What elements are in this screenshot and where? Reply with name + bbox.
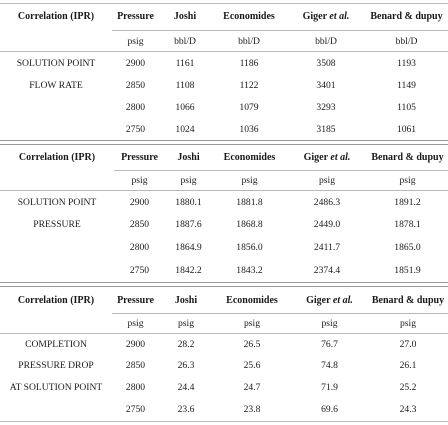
unit-cell: psig [127,35,144,47]
flow-rate-table [0,5,448,28]
cell: 1843.2 [236,264,263,276]
table-row [0,213,448,235]
cell: 1108 [175,79,195,91]
cell: 3293 [316,101,336,113]
row-label [0,398,112,420]
cell: 2750 [125,403,146,415]
cell: 71.9 [321,381,338,393]
unit-cell: bbl/D [174,35,196,47]
cell: 76.7 [321,339,338,350]
unit-cell: psig [400,318,416,329]
header-economides: Economides [223,151,276,163]
cell: 1856.0 [236,241,263,253]
table-row [0,355,448,376]
cell: 1878.1 [394,218,421,230]
cell: 1868.8 [236,218,263,230]
cell: 2374.4 [313,264,341,276]
cell: 1061 [396,123,417,135]
cell: 2750 [129,264,150,276]
row-label: AT SOLUTION POINT [9,381,103,393]
cell: 1024 [175,123,195,135]
cell: 2449.0 [313,218,341,230]
cell: 69.6 [321,403,338,415]
cell: 24.4 [177,381,195,393]
cell: 1851.9 [394,264,421,276]
cell: 1880.1 [175,196,202,208]
row-label [0,259,114,281]
header-giger: Giger et al. [303,151,351,163]
cell: 3401 [316,79,336,91]
units-row [0,31,448,51]
table-row [0,191,448,213]
cell: 2900 [129,196,150,208]
header-giger: Giger et al. [302,11,350,22]
header-correlation: Correlation (IPR) [17,295,95,306]
units-row [0,314,448,333]
cell: 1881.8 [236,196,263,208]
cell: 2486.3 [313,196,341,208]
header-giger: Giger et al. [306,295,353,306]
table-row [0,334,448,355]
cell: 2800 [125,101,146,113]
row-label: COMPLETION [25,339,87,350]
header-economides: Economides [226,295,278,306]
cell: 26.1 [399,360,417,371]
unit-cell: bbl/D [238,35,260,47]
cell: 25.2 [399,381,417,393]
cell: 26.3 [177,360,195,371]
header-correlation: Correlation (IPR) [17,11,95,22]
header-benard: Benard & dupuy [370,11,443,22]
row-label: FLOW RATE [29,79,83,91]
cell: 1865.0 [394,241,421,253]
cell: 25.6 [243,360,261,371]
cell: 2850 [125,79,146,91]
unit-cell: psig [321,318,338,329]
cell: 3508 [316,57,336,69]
cell: 24.3 [399,403,417,415]
cell: 2850 [129,218,150,230]
cell: 23.8 [243,403,261,415]
row-label: PRESSURE [33,218,81,230]
header-economides: Economides [223,11,275,22]
cell: 74.8 [321,360,338,371]
cell: 2900 [125,57,146,69]
cell: 1066 [175,101,195,113]
table-row [0,96,448,118]
unit-cell: psig [131,175,148,186]
cell: 1193 [397,57,416,69]
pressure-table [0,146,448,168]
header-pressure: Pressure [121,151,158,163]
cell: 2800 [129,241,150,253]
unit-cell: psig [319,175,335,186]
row-label [0,118,112,140]
cell: 1105 [397,101,416,113]
cell: 2800 [125,381,146,393]
row-label [0,96,112,118]
unit-cell: bbl/D [315,35,337,47]
unit-cell: psig [399,175,416,186]
cell: 1079 [239,101,259,113]
header-benard: Benard & dupuy [371,151,444,163]
header-joshi: Joshi [173,11,197,22]
cell: 2411.7 [313,241,341,253]
cell: 1891.2 [394,196,421,208]
cell: 1036 [239,123,259,135]
unit-cell: psig [241,175,258,186]
cell: 3185 [316,123,336,135]
unit-cell: psig [178,318,194,329]
table-row [0,259,448,281]
row-label [0,235,114,259]
cell: 1842.2 [175,264,202,276]
cell: 27.0 [399,339,417,350]
cell: 1161 [175,57,195,69]
row-label: SOLUTION POINT [17,196,97,208]
header-joshi: Joshi [174,295,198,306]
units-row [0,171,448,190]
table-row [0,74,448,96]
cell: 28.2 [177,339,195,350]
row-label: PRESSURE DROP [18,360,94,371]
header-correlation: Correlation (IPR) [18,151,96,163]
table-row [0,398,448,420]
unit-cell: bbl/D [395,35,418,47]
unit-cell: psig [127,318,144,329]
cell: 1864.9 [175,241,202,253]
completion-pressure-drop-table [0,289,448,312]
cell: 23.6 [177,403,195,415]
cell: 1887.6 [175,218,202,230]
header-pressure: Pressure [117,11,154,22]
cell: 1122 [239,79,259,91]
header-joshi: Joshi [177,151,200,163]
cell: 2750 [125,123,146,135]
unit-cell: psig [180,175,197,186]
unit-cell: psig [244,318,260,329]
header-pressure: Pressure [117,295,154,306]
table-row [0,376,448,398]
table-row [0,118,448,140]
cell: 2850 [125,360,146,371]
cell: 1149 [397,79,416,91]
row-label: SOLUTION POINT [16,57,96,69]
cell: 24.7 [243,381,261,393]
table-row [0,235,448,259]
cell: 2900 [125,339,146,350]
table-row [0,52,448,74]
header-benard: Benard & dupuy [371,295,445,306]
cell: 26.5 [243,339,261,350]
cell: 1186 [239,57,259,69]
